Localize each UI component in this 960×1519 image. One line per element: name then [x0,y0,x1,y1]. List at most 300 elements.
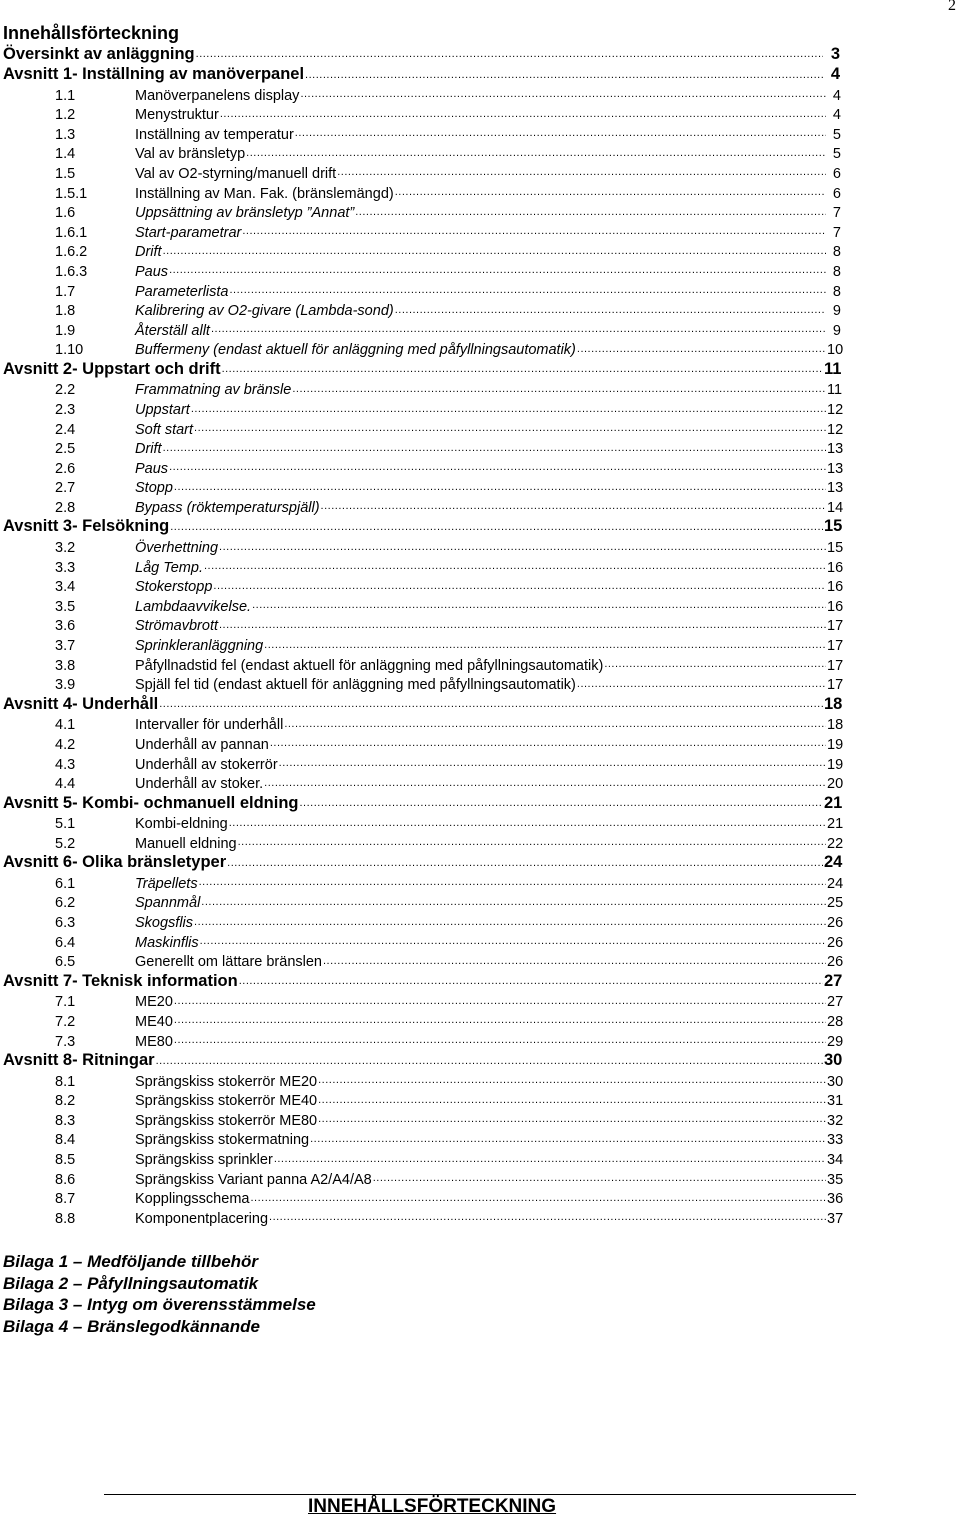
toc-section[interactable] [0,852,842,873]
toc-entry[interactable] [0,951,842,971]
toc-entry[interactable] [0,1010,842,1030]
toc-entry-title: Kombi-eldning [135,816,228,833]
dot-leader [222,359,823,376]
toc-entry[interactable] [0,1148,842,1168]
toc-section[interactable] [0,693,842,714]
toc-entry-number: 3.4 [55,579,76,596]
toc-entry-title: Skogsflis [135,915,194,932]
toc-entry-page: 5 [832,126,841,143]
toc-entry-title: Maskinflis [135,934,199,951]
toc-entry-number: 5.1 [55,816,76,833]
toc-entry-number: 3.2 [55,540,76,557]
toc-entry-page: 18 [824,694,843,713]
toc-entry[interactable] [0,773,842,793]
toc-entry-number: 6.3 [55,915,76,932]
toc-entry-title: Manuell eldning [135,835,237,852]
dot-leader [159,694,823,711]
toc-entry-page: 13 [827,480,844,497]
toc-entry-title: Underhåll av stokerrör [135,756,278,773]
dot-leader [310,1131,826,1146]
toc-entry-title: Komponentplacering [135,1210,269,1227]
toc-entry-page: 24 [827,875,844,892]
toc-entry[interactable] [0,872,842,892]
toc-section[interactable] [0,43,842,64]
toc-entry-title: Avsnitt 4- Underhåll [3,694,159,713]
toc-entry-page: 6 [832,185,841,202]
dot-leader [174,1032,826,1047]
dot-leader [219,539,826,554]
toc-entry[interactable] [0,733,842,753]
toc-entry[interactable] [0,576,842,596]
toc-entry-page: 15 [824,517,843,536]
dot-leader [219,617,826,632]
toc-entry[interactable] [0,595,842,615]
toc-entry[interactable] [0,1129,842,1149]
toc-entry-title: Generellt om lättare bränslen [135,954,322,971]
toc-entry[interactable] [0,1168,842,1188]
footer-rule [104,1494,856,1495]
toc-entry-page: 18 [827,717,844,734]
toc-entry-number: 8.8 [55,1210,76,1227]
toc-entry-title: Spannmål [135,895,201,912]
dot-leader [279,755,826,770]
toc-entry[interactable] [0,832,842,852]
dot-leader [318,1072,826,1087]
toc-entry-title: Parameterlista [135,283,229,300]
toc-entry-number: 6.2 [55,895,76,912]
toc-entry[interactable] [0,457,842,477]
dot-leader [284,716,826,731]
dot-leader [270,735,826,750]
toc-entry[interactable] [0,438,842,458]
dot-leader [213,578,826,593]
toc-entry-title: Frammatning av bränsle [135,382,292,399]
toc-entry-page: 4 [832,87,841,104]
dot-leader [191,401,826,416]
toc-entry-page: 19 [827,736,844,753]
dot-leader [274,1151,826,1166]
toc-entry-page: 14 [827,499,844,516]
toc-entry[interactable] [0,143,842,163]
dot-leader [200,933,826,948]
toc-entry-page: 6 [832,165,841,182]
toc-entry-page: 34 [827,1152,844,1168]
dot-leader [194,914,826,929]
toc-entry-page: 13 [827,460,844,477]
toc-entry-page: 37 [827,1210,844,1227]
dot-leader [269,1209,826,1224]
toc-entry-number: 3.9 [55,677,76,694]
dot-leader [321,498,826,513]
toc-entry-page: 17 [827,677,844,694]
dot-leader [264,775,826,790]
dot-leader [170,517,823,534]
toc-entry-title: Intervaller för underhåll [135,717,284,734]
toc-entry-page: 26 [827,915,844,932]
dot-leader [604,656,826,671]
toc-entry-page: 32 [827,1112,844,1129]
toc-entry-number: 8.7 [55,1191,76,1208]
toc-entry-page: 8 [832,263,841,280]
dot-leader [395,302,826,317]
toc-entry[interactable] [0,911,842,931]
dot-leader [229,815,826,830]
toc-entry[interactable] [0,260,842,280]
toc-entry-page: 22 [827,835,844,852]
toc-entry[interactable] [0,634,842,654]
toc-entry-page: 4 [832,107,841,124]
page-number: 2 [948,0,956,14]
dot-leader [227,853,823,870]
toc-entry-number: 3.3 [55,559,76,576]
dot-leader [295,125,826,140]
toc-entry-number: 4.1 [55,717,76,734]
toc-entry[interactable] [0,418,842,438]
toc-entry[interactable] [0,813,842,833]
toc-entry[interactable] [0,1070,842,1090]
toc-entry-title: Avsnitt 1- Inställning av manöverpanel [3,65,305,83]
toc-entry-number: 1.6.1 [55,224,88,241]
toc-section[interactable] [0,358,842,379]
dot-leader [323,953,826,968]
toc-entry-title: Val av O2-styrning/manuell drift [135,165,337,182]
toc-entry-number: 8.1 [55,1073,76,1090]
toc-entry[interactable] [0,241,842,261]
toc-entry[interactable] [0,1109,842,1129]
toc-entry[interactable] [0,221,842,241]
toc-entry-number: 4.4 [55,776,76,793]
toc-entry-page: 7 [832,224,841,241]
dot-leader [229,282,826,297]
toc-entry-page: 7 [832,205,841,222]
dot-leader [300,793,824,810]
toc-entry-page: 26 [827,934,844,951]
toc-entry[interactable] [0,339,842,359]
toc-entry-title: Sprängskiss sprinkler [135,1152,273,1168]
toc-entry-title: Kopplingsschema [135,1191,250,1208]
dot-leader [156,1051,823,1068]
toc-entry-page: 16 [827,579,844,596]
toc-entry-title: ME80 [135,1033,173,1050]
toc-entry-number: 1.3 [55,126,76,143]
dot-leader [194,420,826,435]
toc-entry-title: Uppstart [135,402,190,418]
toc-entry[interactable] [0,1030,842,1050]
dot-leader [252,597,826,612]
toc-entry-title: Stopp [135,480,173,497]
toc-entry-title: Drift [135,244,162,261]
toc-entry-page: 25 [827,895,844,912]
toc-entry-title: Återställ allt [135,322,210,339]
toc-entry[interactable] [0,991,842,1011]
toc-entry-title: Överhettning [135,540,219,557]
footer-title: INNEHÅLLSFÖRTECKNING [308,1496,557,1517]
toc-entry-number: 1.4 [55,146,76,163]
toc-section[interactable] [0,64,842,85]
dot-leader [305,65,823,82]
toc-entry[interactable] [0,104,842,124]
dot-leader [220,106,826,121]
toc-entry[interactable] [0,300,842,320]
toc-entry[interactable] [0,1188,842,1208]
toc-entry-number: 2.8 [55,499,76,516]
toc-entry-page: 11 [827,382,843,399]
toc-section[interactable] [0,516,842,537]
dot-leader [395,184,826,199]
toc-entry-number: 8.2 [55,1093,76,1110]
toc-entry-title: Sprängskiss stokermatning [135,1132,310,1149]
toc-entry-title: Avsnitt 7- Teknisk information [3,971,238,990]
toc-entry-number: 2.7 [55,480,76,497]
toc-entry-title: Underhåll av pannan [135,736,269,753]
dot-leader [239,971,823,988]
toc-entry-title: Underhåll av stoker. [135,776,264,793]
toc-entry[interactable] [0,714,842,734]
toc-entry-page: 19 [827,756,844,773]
toc-entry-number: 5.2 [55,835,76,852]
toc-entry-number: 6.1 [55,875,76,892]
toc-entry[interactable] [0,398,842,418]
dot-leader [211,321,826,336]
toc-entry-page: 21 [827,816,844,833]
toc-entry-number: 4.2 [55,736,76,753]
dot-leader [201,894,826,909]
appendix-item: Bilaga 2 – Påfyllningsautomatik [3,1273,259,1293]
dot-leader [337,164,826,179]
toc-entry-title: Avsnitt 3- Felsökning [3,517,170,536]
toc-entry-title: Avsnitt 5- Kombi- ochmanuell eldning [3,793,299,812]
toc-entry-page: 9 [832,322,841,339]
toc-entry[interactable] [0,615,842,635]
toc-entry-number: 3.6 [55,618,76,635]
dot-leader [242,223,826,238]
toc-entry-number: 1.5.1 [55,185,88,202]
toc-entry-page: 8 [832,244,841,261]
toc-entry-title: ME20 [135,994,173,1011]
toc-entry-title: Val av bränsletyp [135,146,246,163]
toc-entry-number: 2.2 [55,382,76,399]
dot-leader [163,243,826,258]
toc-entry-number: 7.2 [55,1013,76,1030]
toc-entry-title: Översinkt av anläggning [3,44,195,63]
appendix-item: Bilaga 3 – Intyg om överensstämmelse [3,1295,316,1314]
toc-entry-title: Träpellets [135,875,198,892]
toc-entry-title: Strömavbrott [135,618,218,635]
toc-entry[interactable] [0,202,842,222]
toc-entry-page: 17 [827,618,844,635]
toc-entry[interactable] [0,123,842,143]
dot-leader [174,993,826,1008]
toc-entry-title: Inställning av Man. Fak. (bränslemängd) [135,185,394,202]
toc-entry-title: Låg Temp. [135,559,203,576]
toc-entry-number: 1.10 [55,342,84,359]
toc-entry-page: 36 [827,1191,844,1208]
toc-entry-title: Sprängskiss Variant panna A2/A4/A8 [135,1171,372,1188]
dot-leader [318,1092,826,1107]
toc-entry-page: 3 [830,44,840,63]
dot-leader [169,262,826,277]
toc-entry[interactable] [0,477,842,497]
toc-entry-title: Start-parametrar [135,224,242,241]
toc-entry-page: 10 [827,342,844,359]
toc-entry-number: 2.6 [55,460,76,477]
toc-entry-title: Avsnitt 6- Olika bränsletyper [3,853,227,872]
toc-entry-number: 6.5 [55,954,76,971]
toc-section[interactable] [0,1050,842,1071]
toc-entry-page: 13 [827,441,844,458]
toc-entry-title: Uppsättning av bränsletyp ”Annat” [135,205,355,222]
dot-leader [355,204,826,219]
toc-entry[interactable] [0,84,842,104]
toc-entry-page: 27 [824,971,843,990]
dot-leader [196,44,823,61]
toc-entry[interactable] [0,1090,842,1110]
toc-entry-title: Menystruktur [135,107,219,124]
toc-entry-title: Buffermeny (endast aktuell för anläggning med påfyllningsautomatik) [135,342,576,359]
toc-entry[interactable] [0,931,842,951]
toc-entry[interactable] [0,379,842,399]
dot-leader [204,558,826,573]
toc-entry[interactable] [0,892,842,912]
toc-entry-number: 1.9 [55,322,76,339]
toc-entry-number: 3.8 [55,657,76,674]
dot-leader [318,1111,826,1126]
toc-entry[interactable] [0,654,842,674]
dot-leader [174,1012,826,1027]
toc-entry[interactable] [0,536,842,556]
toc-entry-number: 1.7 [55,283,76,300]
toc-entry-title: Sprängskiss stokerrör ME80 [135,1112,318,1129]
toc-entry-page: 30 [824,1051,843,1070]
toc-entry-number: 1.6.2 [55,244,88,261]
dot-leader [577,676,826,691]
toc-entry-title: Påfyllnadstid fel (endast aktuell för anläggning med påfyllningsautomatik) [135,657,604,674]
dot-leader [169,459,826,474]
toc-entry-number: 2.3 [55,402,76,418]
toc-entry-page: 17 [827,657,844,674]
toc-entry-number: 8.3 [55,1112,76,1129]
toc-entry-page: 5 [832,146,841,163]
toc-entry-page: 33 [827,1132,844,1149]
toc-entry-title: Spjäll fel tid (endast aktuell för anläggning med påfyllningsautomatik) [135,677,576,694]
appendix-item: Bilaga 1 – Medföljande tillbehör [3,1252,259,1271]
toc-entry-title: ME40 [135,1013,173,1030]
toc-entry-title: Sprinkleranläggning [135,638,264,655]
toc-entry-number: 1.8 [55,303,76,320]
toc-entry-title: Sprängskiss stokerrör ME40 [135,1093,318,1110]
toc-entry-number: 4.3 [55,756,76,773]
toc-entry-page: 28 [827,1013,844,1030]
toc-entry-page: 24 [824,853,843,872]
toc-entry[interactable] [0,162,842,182]
toc-entry-number: 7.3 [55,1033,76,1050]
toc-entry-number: 8.4 [55,1132,76,1149]
dot-leader [163,440,826,455]
toc-entry-number: 1.1 [55,87,76,104]
toc-entry-page: 17 [827,638,844,655]
toc-entry-title: Bypass (röktemperaturspjäll) [135,499,320,516]
dot-leader [246,145,826,160]
toc-entry-page: 8 [832,283,841,300]
toc-entry[interactable] [0,556,842,576]
toc-entry-number: 2.4 [55,421,76,438]
toc-entry-page: 4 [830,65,840,83]
toc-entry-title: Paus [135,263,169,280]
toc-entry-page: 12 [827,402,844,418]
toc-entry[interactable] [0,674,842,694]
dot-leader [238,834,826,849]
toc-entry-number: 8.6 [55,1171,76,1188]
toc-entry[interactable] [0,319,842,339]
dot-leader [577,341,826,356]
toc-entry-title: Avsnitt 2- Uppstart och drift [3,359,221,378]
toc-entry-page: 12 [827,421,844,438]
toc-entry-page: 15 [827,540,844,557]
toc-entry-page: 35 [827,1171,844,1188]
dot-leader [300,86,826,101]
toc-entry-title: Avsnitt 8- Ritningar [3,1051,155,1070]
toc-entry-page: 9 [832,303,841,320]
toc-entry-title: Paus [135,460,169,477]
toc-entry-title: Lambdaavvikelse. [135,598,252,615]
toc-entry-number: 1.5 [55,165,76,182]
toc-entry-title: Kalibrering av O2-givare (Lambda-sond) [135,303,394,320]
toc-section[interactable] [0,792,842,813]
toc-entry-page: 20 [827,776,844,793]
toc-entry-page: 26 [827,954,844,971]
toc-entry[interactable] [0,1207,842,1227]
toc-entry[interactable] [0,753,842,773]
toc-title: Innehållsförteckning [3,23,180,43]
toc-entry-number: 1.6 [55,205,76,222]
toc-entry-page: 11 [824,359,842,378]
toc-entry-title: Stokerstopp [135,579,213,596]
dot-leader [250,1190,826,1205]
dot-leader [292,381,826,396]
toc-entry-title: Inställning av temperatur [135,126,294,143]
appendix-list [3,1251,316,1337]
toc-entry[interactable] [0,496,842,516]
toc-entry-number: 8.5 [55,1152,76,1168]
toc-entry-title: Sprängskiss stokerrör ME20 [135,1073,318,1090]
table-of-contents [0,43,842,1227]
toc-entry-number: 3.7 [55,638,76,655]
appendix-item: Bilaga 4 – Bränslegodkännande [3,1316,260,1336]
toc-entry-page: 16 [827,598,844,615]
toc-entry-page: 30 [827,1073,844,1090]
toc-section[interactable] [0,970,842,991]
toc-entry-page: 29 [827,1033,844,1050]
dot-leader [199,874,826,889]
toc-entry[interactable] [0,182,842,202]
dot-leader [373,1170,826,1185]
toc-entry-title: Manöverpanelens display [135,87,300,104]
toc-entry-number: 6.4 [55,934,76,951]
toc-entry-page: 16 [827,559,844,576]
toc-entry-title: Soft start [135,421,194,438]
toc-entry-page: 31 [827,1093,844,1110]
dot-leader [174,479,826,494]
toc-entry-number: 3.5 [55,598,76,615]
toc-entry-number: 1.2 [55,107,76,124]
toc-entry-number: 2.5 [55,441,76,458]
toc-entry-page: 21 [824,793,843,812]
toc-entry-number: 7.1 [55,994,76,1011]
toc-entry-number: 1.6.3 [55,263,88,280]
toc-entry[interactable] [0,280,842,300]
toc-entry-page: 27 [827,994,844,1011]
dot-leader [264,637,826,652]
